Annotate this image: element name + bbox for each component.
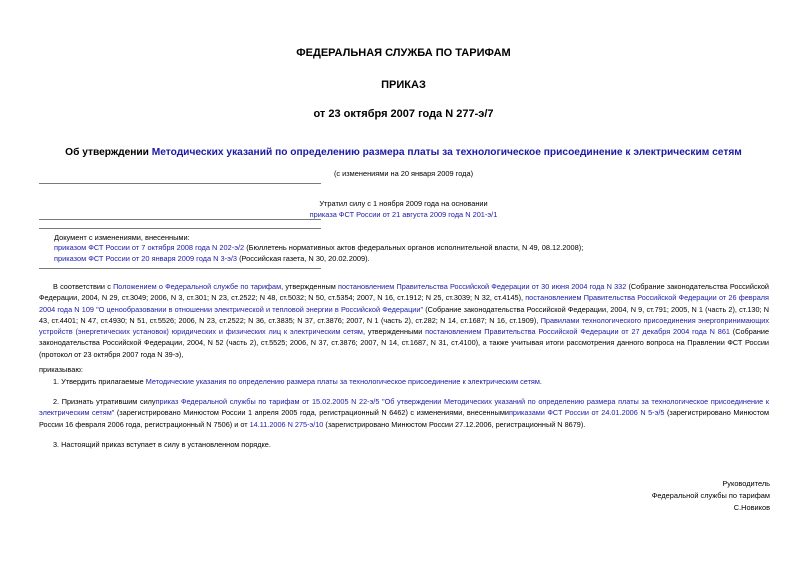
document-title [0, 147, 807, 158]
divider [39, 183, 321, 184]
divider [39, 228, 321, 229]
expired-note: Утратил силу с 1 ноября 2009 года на основании [319, 199, 488, 208]
amendment-note: (с изменениями на 20 января 2009 года) [333, 169, 474, 178]
change-item [54, 253, 774, 264]
order-22-link[interactable]: приказ Федеральной службы по тарифам от 15.02.2005 N 22-э/5 "Об утверждении Методических указаний по определению размера платы за технологическое присоединение к электрическим сетям" [39, 397, 769, 418]
preamble-paragraph [39, 281, 769, 360]
order-5-link[interactable]: приказами ФСТ России от 24.01.2006 N 5-э/5 [508, 408, 665, 418]
point-text: 1. Утвердить прилагаемые [53, 377, 146, 386]
point-text: (зарегистрировано Минюстом России 27.12.2006, регистрационный N 8679). [323, 419, 586, 429]
fst-regulation-link[interactable]: Положением о Федеральной службе по тарифам [113, 282, 282, 291]
title-prefix: Об утверждении [65, 147, 152, 158]
preamble-text: (Собрание законодательства Российской Федерации, 2004, N 52 (часть 2), ст.5525; 2006, N 37, ст.3876; 2007, N 14, ст.1687, N 31, ст.4100), а также учитывая итоги рассмотрения данного вопроса на Правлении ФСТ России (протокол от 23 октября 2007 года N 39-э), [39, 327, 770, 359]
methodical-guidelines-link[interactable]: Методические указания по определению размера платы за технологическое присоединение к электрическим сетям [145, 377, 540, 386]
divider [39, 268, 321, 269]
expired-order-link[interactable]: приказа ФСТ России от 21 августа 2009 года N 201-э/1 [309, 210, 498, 219]
document-type: ПРИКАЗ [381, 79, 426, 91]
document-date-number: от 23 октября 2007 года N 277-э/7 [313, 108, 494, 120]
preamble-text: В соответствии с [53, 282, 114, 291]
order-275-link[interactable]: 14.11.2006 N 275-э/10 [249, 419, 324, 429]
preamble-text: , утвержденным [281, 282, 339, 291]
signature-org: Федеральной службы по тарифам [651, 491, 770, 500]
point-text: (зарегистрировано Минюстом России 16 февраля 2006 года, регистрационный N 7506) и от [39, 408, 769, 429]
change-item-link[interactable]: приказом ФСТ России от 7 октября 2008 года N 202-э/2 [54, 243, 245, 252]
signature-role: Руководитель [722, 479, 770, 488]
point-text: . [539, 377, 542, 386]
change-item [54, 242, 774, 253]
point-text: (зарегистрировано Минюстом России 1 апреля 2005 года, регистрационный N 6462) с изменениями, внесенными [114, 408, 509, 418]
preamble-text: , утвержденными [362, 327, 426, 337]
preamble-text: (Собрание законодательства Российской Федерации, 2004, N 29, ст.3049; 2006, N 3, ст.301; N 23, ст.2522; N 48, ст.5032; N 50, ст.5354; 2007, N 16, ст.1912; N 25, ст.3039; N 32, ст.4145), [39, 282, 769, 303]
agency-name: ФЕДЕРАЛЬНАЯ СЛУЖБА ПО ТАРИФАМ [296, 47, 511, 59]
point-3: 3. Настоящий приказ вступает в силу в установленном порядке. [53, 440, 271, 449]
title-link[interactable]: Методических указаний по определению размера платы за технологическое присоединение к электрическим сетям [151, 147, 742, 158]
preamble-text: (Собрание законодательства Российской Федерации, 2004, N 9, ст.791; 2005, N 1 (часть 2), ст.130; N 43, ст.4401; N 47, ст.4930; N 51, ст.5526; 2006, N 23, ст.2522; N 36, ст.3835; N 37, ст.3876; 2007, N 1 (часть 2), ст.282; N 14, ст.1687; N 16, ст.1909), [39, 304, 769, 325]
change-item-link[interactable]: приказом ФСТ России от 20 января 2009 года N 3-э/3 [54, 254, 238, 263]
resolution-109-link[interactable]: постановлением Правительства Российской Федерации от 26 февраля 2004 года N 109 "О ценообразовании в отношении электрической и тепловой энергии в Российской Федерации" [39, 293, 769, 314]
change-item-tail: (Бюллетень нормативных актов федеральных органов исполнительной власти, N 49, 08.12.2008); [244, 243, 584, 252]
resolution-332-link[interactable]: постановлением Правительства Российской Федерации от 30 июня 2004 года N 332 [338, 282, 627, 291]
resolution-861-link[interactable]: постановлением Правительства Российской Федерации от 27 декабря 2004 года N 861 [425, 327, 730, 337]
point-text: 2. Признать утратившим силу [53, 397, 156, 406]
point-2 [39, 396, 769, 430]
change-item-tail: (Российская газета, N 30, 20.02.2009). [237, 254, 370, 263]
point-1 [39, 376, 769, 387]
connection-rules-link[interactable]: Правилами технологического присоединения энергопринимающих устройств (энергетических установок) юридических и физических лиц к электрическим сетям [39, 315, 769, 337]
order-word: приказываю: [39, 365, 83, 374]
signature-name: С.Новиков [733, 503, 770, 512]
divider [39, 219, 321, 220]
signature-block [652, 478, 770, 514]
changes-intro: Документ с изменениями, внесенными: [54, 233, 190, 242]
